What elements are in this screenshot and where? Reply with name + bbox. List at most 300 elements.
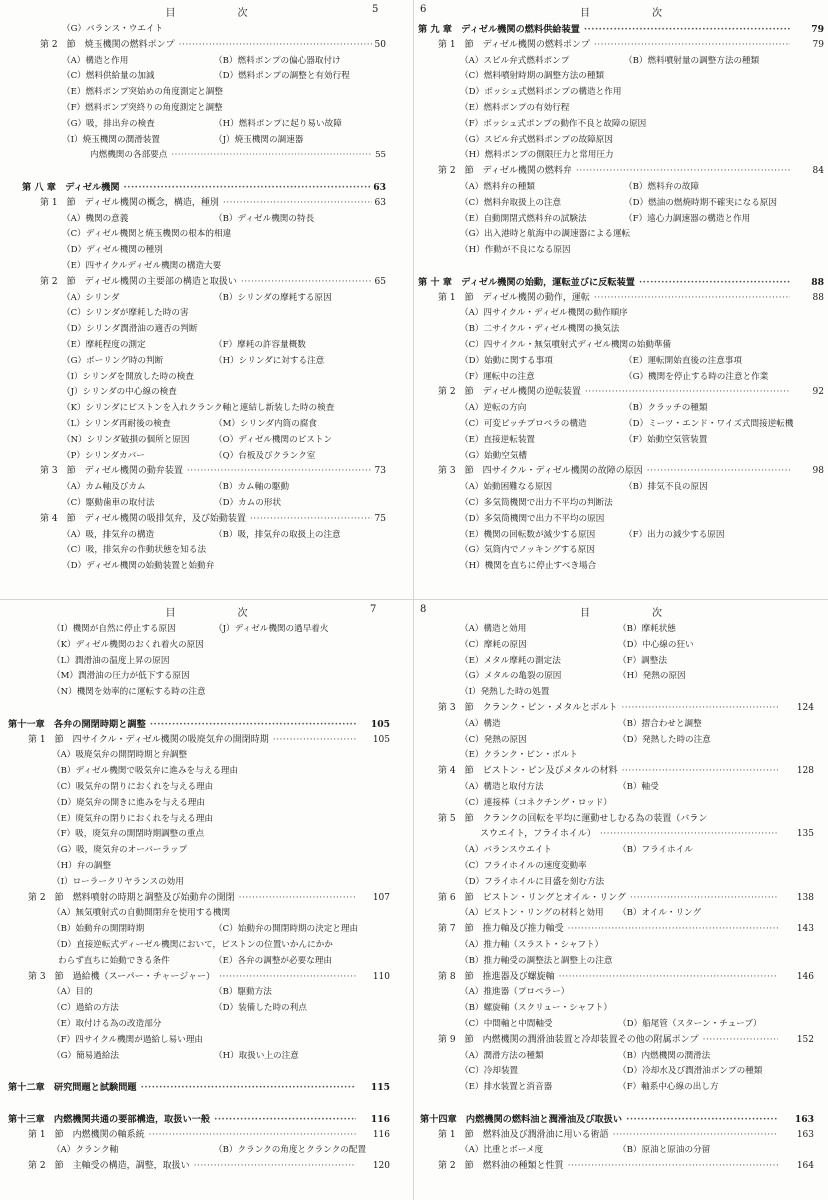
subtopic-entry [0,1001,413,1017]
entry-title: （D）フライホイルに目盛を刻む方法 [460,876,605,887]
section-entry [0,512,413,528]
entry-title: （P）シリンダカバー [62,450,145,461]
entry-title: （G）メタルの亀裂の原因 [460,671,562,682]
dot-leader [639,275,790,291]
entry-title: （A）シリンダ [62,292,120,303]
entry-title: 第 8 節 推進器及び螺旋軸 [438,971,555,982]
subtopic-entry [0,780,413,796]
subtopic-entry [0,622,413,638]
entry-title: （C）連接棒（コネクチング・ロッド） [460,797,612,808]
subtopic-entry [414,1080,828,1096]
entry-title-second: （B）軸受 [618,781,659,792]
entry-title: （I）シリンダを開放した時の検査 [62,371,194,382]
entry-title: （C）中間軸と中間軸受 [460,1018,553,1029]
chapter-entry [414,275,828,291]
subtopic-entry [414,938,828,954]
subtopic-entry [0,827,413,843]
entry-title: （G）吸，廃気弁のオーバーラップ [52,845,188,856]
entry-title: 第 1 節 内燃機関の軸系統 [28,1129,145,1140]
subtopic-entry [0,306,413,322]
dot-leader [613,1128,778,1144]
dot-leader [149,1128,356,1144]
entry-page-number: 163 [794,1113,814,1125]
entry-title-second: （B）クランクの角度とクランクの配置 [214,1145,367,1156]
section-entry [414,1128,828,1144]
dot-leader [187,464,372,480]
entry-title: （C）四サイクル・無気噴射式ディゼル機関の始動準備 [460,339,672,350]
entry-title: （J）シリンダの中心線の検査 [62,387,177,398]
entry-title: 第 2 節 燃料油の種類と性質 [438,1161,564,1172]
entry-title: （D）多気筒機関で出力不平均の原因 [460,513,605,524]
subtopic-entry [414,243,828,259]
entry-title: （C）過給の方法 [52,1003,119,1014]
subtopic-entry [0,1017,413,1033]
entry-title: 第 1 節 四サイクル・ディゼル機関の吸廃気弁の開閉時期 [28,734,269,745]
entry-title-second: （D）中心線の狂い [618,639,694,650]
subtopic-entry [0,543,413,559]
entry-page-number: 92 [812,387,824,398]
subtopic-entry [414,954,828,970]
subtopic-entry [414,875,828,891]
entry-title: （G）スピル弁式燃料ポンプの故障原因 [460,134,613,145]
entry-title: 第 1 節 ディゼル機関の動作，運転 [438,292,590,303]
toc-page-6 [414,0,828,600]
dot-leader [239,891,356,907]
subtopic-entry [414,717,828,733]
subtopic-entry [0,685,413,701]
subtopic-entry [414,370,828,386]
page-number: 5 [372,4,379,15]
entry-title: 第 3 節 ディゼル機関の動弁装置 [40,466,183,477]
entry-title: （A）潤滑方法の種類 [460,1050,544,1061]
entry-title: （E）メタル摩耗の測定法 [460,655,561,666]
entry-page-number: 105 [370,718,390,730]
subtopic-entry [414,622,828,638]
subtopic-entry [414,117,828,133]
subtopic-entry [0,101,413,117]
entry-title: （A）カム軸及びカム [62,482,146,493]
dot-leader [250,512,372,528]
entry-title: 第十二章 研究問題と試験問題 [8,1082,137,1094]
subtopic-entry [0,843,413,859]
entry-title-second: （D）燃油の燃焼時期不確実になる原因 [624,197,777,208]
entry-title: （I）発熱した時の処置 [460,687,550,698]
entry-title: （F）運転中の注意 [460,371,535,382]
subtopic-entry [0,1049,413,1065]
subtopic-entry [0,54,413,70]
entry-title-second: （H）取扱い上の注意 [214,1050,299,1061]
dot-leader [576,164,790,180]
subtopic-entry [0,243,413,259]
entry-title: （C）燃料弁取扱上の注意 [460,197,562,208]
section-entry [414,922,828,938]
entry-title: （L）潤滑油の温度上昇の原因 [52,655,170,666]
entry-title: （A）構造 [460,718,501,729]
spacer [414,259,828,275]
dot-leader [214,1112,356,1128]
entry-title: （C）吸，排気弁の作動状態を知る法 [62,545,207,556]
entry-title-second: （F）遠心力調速器の構造と作用 [624,213,751,224]
section-entry [0,464,413,480]
subtopic-entry [0,764,413,780]
entry-title: （A）目的 [52,987,93,998]
subtopic-entry [414,528,828,544]
entry-title: （C）シリンダが摩耗した時の害 [62,308,189,319]
subtopic-entry [0,291,413,307]
section-entry [414,164,828,180]
entry-title: スウエイト，フライホイル） [480,829,596,840]
entry-title: （D）ディゼル機関の種別 [62,245,163,256]
subtopic-entry [414,148,828,164]
entry-title: （L）シリンダ再耐後の検査 [62,418,171,429]
chapter-entry [0,180,413,196]
subtopic-entry [0,875,413,891]
entry-page-number: 116 [372,1129,390,1140]
chapter-entry [414,1112,828,1128]
entry-title: （A）始動困難なる原因 [460,482,553,493]
entry-page-number: 124 [796,702,814,713]
subtopic-entry [414,654,828,670]
subtopic-entry [0,212,413,228]
entry-title: わらず直ちに始動できる条件 [58,955,170,966]
entry-title: （I）機関が自然に停止する原因 [52,624,176,634]
section-entry [414,764,828,780]
subtopic-entry [414,1049,828,1065]
entry-title: （D）廃気弁の開きに進みを与える理由 [52,797,205,808]
header-title: 目 次 [165,608,274,619]
entry-title-second: （B）フライホイル [618,845,693,856]
entry-title-second: （D）装備した時の利点 [214,1003,307,1014]
subtopic-entry [414,354,828,370]
page-number: 8 [420,604,427,615]
toc-entries [0,622,413,1175]
entry-page-number: 79 [812,39,824,50]
entry-title: （E）自動開閉式燃料弁の試験法 [460,213,587,224]
entry-title: （K）シリンダにピストンを入れクランク軸と連結し新装した時の検査 [62,403,335,414]
subtopic-entry [0,227,413,243]
entry-title: （E）燃料ポンプの有効行程 [460,102,570,113]
page-header [0,4,413,18]
entry-title-second: （B）摺合わせと調整 [618,718,702,729]
subtopic-entry [0,433,413,449]
entry-title-second: （Q）台板及びクランク室 [214,450,316,461]
entry-title: （E）機関の回転数が減少する原因 [460,529,596,540]
entry-title: （E）取付ける為の改造部分 [52,1018,162,1029]
subtopic-entry [414,638,828,654]
subtopic-entry [414,843,828,859]
section-entry [414,1159,828,1175]
entry-title-second: （G）機関を停止する時の注意と作業 [624,371,769,382]
subtopic-entry [0,954,413,970]
entry-page-number: 163 [796,1129,814,1140]
subtopic-entry [414,796,828,812]
subtopic-entry [414,212,828,228]
dot-leader [600,827,778,843]
subtopic-entry [414,733,828,749]
entry-page-number: 98 [812,466,824,477]
page-number: 7 [370,604,377,615]
entry-title: 第 7 節 推力軸及び推力軸受 [438,924,564,935]
entry-title: （D）始動に関する事項 [460,355,553,366]
entry-title: 第 5 節 クランクの回転を平均に運動せしむる為の装置（バラン [438,813,708,824]
entry-page-number: 152 [796,1034,814,1045]
entry-title: （A）構造と取付方法 [460,781,544,792]
entry-title-second: （B）内燃機関の潤滑法 [618,1050,711,1061]
subtopic-entry [0,385,413,401]
section-entry-continued [414,827,828,843]
subtopic-entry [414,1064,828,1080]
entry-title-second: （J）ディゼル機関の過早着火 [214,624,329,634]
section-entry [414,38,828,54]
subtopic-entry [0,85,413,101]
dot-leader [568,1159,778,1175]
subtopic-entry [414,685,828,701]
dot-leader [559,970,778,986]
entry-title: （B）始動弁の開閉時期 [52,924,145,935]
entry-title: 第 八 章 ディゼル機関 [22,181,120,193]
entry-title: （G）始動空気槽 [460,450,528,461]
header-title: 目 次 [165,8,274,19]
entry-title: （G）簡易過給法 [52,1050,120,1061]
entry-page-number: 143 [796,924,814,935]
page-header [414,604,828,618]
subtopic-entry [0,69,413,85]
entry-title: 第 2 節 ディゼル機関の逆転装置 [438,387,581,398]
spacer [0,1064,413,1080]
entry-title: （C）燃料噴射時期の調整方法の種類 [460,71,605,82]
spacer [0,1096,413,1112]
entry-title: （G）ボーリング時の判断 [62,355,164,366]
section-entry [414,891,828,907]
dot-leader [703,1033,778,1049]
entry-title: （B）推力軸受の調整法と調整上の注意 [460,955,613,966]
spacer [414,1096,828,1112]
entry-title-second: （F）摩耗の許容量概数 [214,339,306,350]
entry-title: （E）直接逆転装置 [460,434,536,445]
entry-title-second: （F）始動空気管装置 [624,434,708,445]
subtopic-entry [414,480,828,496]
section-entry [414,701,828,717]
toc-page-8 [414,600,828,1200]
entry-title-second: （D）ミーツ・エンド・ワイズ式間接逆転機 [624,418,794,429]
dot-leader [584,22,790,38]
entry-title: （M）潤滑油の圧力が低下する原因 [52,671,190,682]
entry-title-second: （B）原油と原油の分留 [618,1145,711,1156]
entry-page-number: 164 [796,1161,814,1172]
entry-title: 第 3 節 過給機（スーパー・チャージャー） [28,971,216,982]
section-entry [0,733,413,749]
chapter-entry [0,1112,413,1128]
entry-title: （C）駆動歯車の取付法 [62,497,155,508]
entry-title: 第 2 節 燃料噴射の時期と調整及び始動弁の開閉 [28,892,235,903]
entry-title: （A）構造と作用 [62,55,129,66]
subtopic-entry [0,669,413,685]
entry-title: （C）吸気弁の閉りにおくれを与える理由 [52,781,214,792]
entry-page-number: 63 [373,181,386,193]
entry-title: （N）機関を効率的に運転する時の注意 [52,687,206,698]
summary-entry [0,148,413,164]
entry-title: （C）摩耗の原因 [460,639,527,650]
entry-page-number: 63 [374,197,386,208]
dot-leader [179,38,372,54]
entry-page-number: 55 [375,150,386,161]
entry-title: （E）摩耗程度の測定 [62,339,146,350]
entry-title-second: （B）燃料ポンプの偏心器取付け [214,55,341,66]
entry-title: （C）フライホイルの速度変動率 [460,860,587,871]
subtopic-entry [0,338,413,354]
entry-page-number: 88 [811,276,824,288]
toc-entries [0,22,413,575]
entry-title: （F）四サイクル機関が過給し易い理由 [52,1034,204,1045]
subtopic-entry [0,133,413,149]
entry-title: 第 3 節 クランク・ピン・メタルとボルト [438,702,618,713]
chapter-entry [0,1080,413,1096]
entry-title: 第十三章 内燃機関共通の要部構造，取扱い一般 [8,1113,211,1125]
entry-page-number: 110 [372,971,390,982]
section-entry [414,812,828,828]
entry-title-second: （D）船尾管（スターン・チューブ） [618,1018,762,1029]
subtopic-entry [0,796,413,812]
toc-page-7 [0,600,414,1200]
toc-entries [414,622,828,1175]
entry-title: 第 1 節 ディゼル機関の燃料ポンプ [438,39,590,50]
dot-leader [626,1112,778,1128]
entry-title: 第 九 章 ディゼル機関の燃料供給装置 [418,24,580,35]
subtopic-entry [414,227,828,243]
section-entry [0,970,413,986]
toc-page-5 [0,0,414,600]
dot-leader [141,1080,356,1096]
section-entry [414,385,828,401]
subtopic-entry [0,938,413,954]
entry-title: （N）シリンダ破損の個所と原因 [62,434,190,445]
subtopic-entry [414,85,828,101]
dot-leader [568,922,778,938]
entry-title: （C）可変ピッチプロペラの構造 [460,418,587,429]
subtopic-entry [0,1143,413,1159]
entry-title: （E）廃気弁の閉りにおくれを与える理由 [52,813,213,824]
entry-title: 第 9 節 内燃機関の潤滑油装置と冷却装置その他の附属ポンプ [438,1034,699,1045]
section-entry [414,970,828,986]
toc-entries [414,22,828,575]
dot-leader [171,148,372,164]
subtopic-entry [0,322,413,338]
page-number: 6 [420,4,427,15]
dot-leader [630,891,778,907]
subtopic-entry [414,906,828,922]
subtopic-entry [0,559,413,575]
entry-title: （A）バランスウエイト [460,845,552,856]
entry-title: （C）多気筒機関で出力不平均の判断法 [460,497,613,508]
entry-title-second: （O）ディゼル機関のピストン [214,434,333,445]
section-entry [0,1128,413,1144]
entry-title: （C）冷却装置 [460,1066,519,1077]
entry-title: （D）シリンダ潤滑油の適否の判断 [62,324,198,335]
section-entry [0,196,413,212]
subtopic-entry [0,480,413,496]
subtopic-entry [0,401,413,417]
subtopic-entry [414,101,828,117]
section-entry [0,891,413,907]
entry-page-number: 115 [370,1082,390,1094]
entry-page-number: 138 [796,892,814,903]
entry-page-number: 88 [812,292,824,303]
entry-title: 第 4 節 ピストン・ピン及びメタルの材料 [438,766,618,777]
entry-title: （A）吸廃気弁の開閉時期と弁調整 [52,750,188,761]
entry-page-number: 128 [796,766,814,777]
subtopic-entry [0,906,413,922]
entry-title: （I）ローラークリヤランスの効用 [52,876,184,887]
entry-title-second: （H）発熱の原因 [618,671,686,682]
entry-title-second: （B）摩耗状態 [618,624,676,634]
entry-title-second: （B）吸，排気弁の取扱上の注意 [214,529,341,540]
entry-title: （E）四サイクルディゼル機関の構造大要 [62,260,222,271]
subtopic-entry [414,433,828,449]
entry-page-number: 120 [372,1161,390,1172]
subtopic-entry [414,69,828,85]
section-entry [414,464,828,480]
entry-title-second: （F）軸系中心線の出し方 [618,1082,719,1093]
entry-title-second: （C）始動弁の開閉時期の決定と理由 [214,924,359,935]
subtopic-entry [414,449,828,465]
entry-title: （D）ボッシュ式燃料ポンプの構造と作用 [460,87,622,98]
section-entry [414,291,828,307]
subtopic-entry [414,133,828,149]
dot-leader [622,764,778,780]
entry-title: （A）推力軸（スラスト・シャフト） [460,939,604,950]
entry-title: （F）ボッシュ式ポンプの動作不良と故障の原因 [460,118,647,129]
subtopic-entry [414,1001,828,1017]
entry-title: （A）逆転の方向 [460,403,527,414]
subtopic-entry [414,322,828,338]
entry-title-second: （D）カムの形状 [214,497,282,508]
entry-title: （A）吸，排気弁の構造 [62,529,155,540]
entry-title-second: （E）運転開始直後の注意事項 [624,355,742,366]
entry-title: （K）ディゼル機関のおくれ着火の原因 [52,639,204,650]
subtopic-entry [0,370,413,386]
dot-leader [621,701,778,717]
subtopic-entry [414,559,828,575]
entry-page-number: 146 [796,971,814,982]
entry-title: （C）ディゼル機関と焼玉機関の根本的相違 [62,229,232,240]
entry-title: （B）二サイクル・ディゼル機関の換気法 [460,324,620,335]
entry-title: 第 3 節 四サイクル・ディゼル機関の故障の原因 [438,466,643,477]
dot-leader [124,180,372,196]
entry-title-second: （M）シリンダ内筒の腐食 [214,418,317,429]
entry-title: （I）焼玉機関の潤滑装置 [62,134,160,145]
entry-title-second: （B）オイル・リング [618,908,702,919]
entry-title-second: （E）各弁の調整が必要な理由 [214,955,332,966]
subtopic-entry [414,417,828,433]
entry-page-number: 79 [811,24,824,35]
subtopic-entry [414,54,828,70]
subtopic-entry [0,417,413,433]
subtopic-entry [414,780,828,796]
entry-title: （D）ディゼル機関の始動装置と始動弁 [62,561,215,572]
entry-title: 第 2 節 焼玉機関の燃料ポンプ [40,39,175,50]
entry-title: （A）比重とボーメ度 [460,1145,544,1156]
page-header [0,604,413,618]
subtopic-entry [414,1143,828,1159]
dot-leader [594,38,790,54]
entry-title: 第 6 節 ピストン・リングとオイル・リング [438,892,626,903]
entry-title: （A）機関の意義 [62,213,129,224]
subtopic-entry [414,180,828,196]
entry-title: 第十一章 各弁の開閉時期と調整 [8,718,146,730]
entry-title-second: （D）冷却水及び潤滑油ポンプの種類 [618,1066,763,1077]
chapter-entry [0,717,413,733]
subtopic-entry [414,985,828,1001]
